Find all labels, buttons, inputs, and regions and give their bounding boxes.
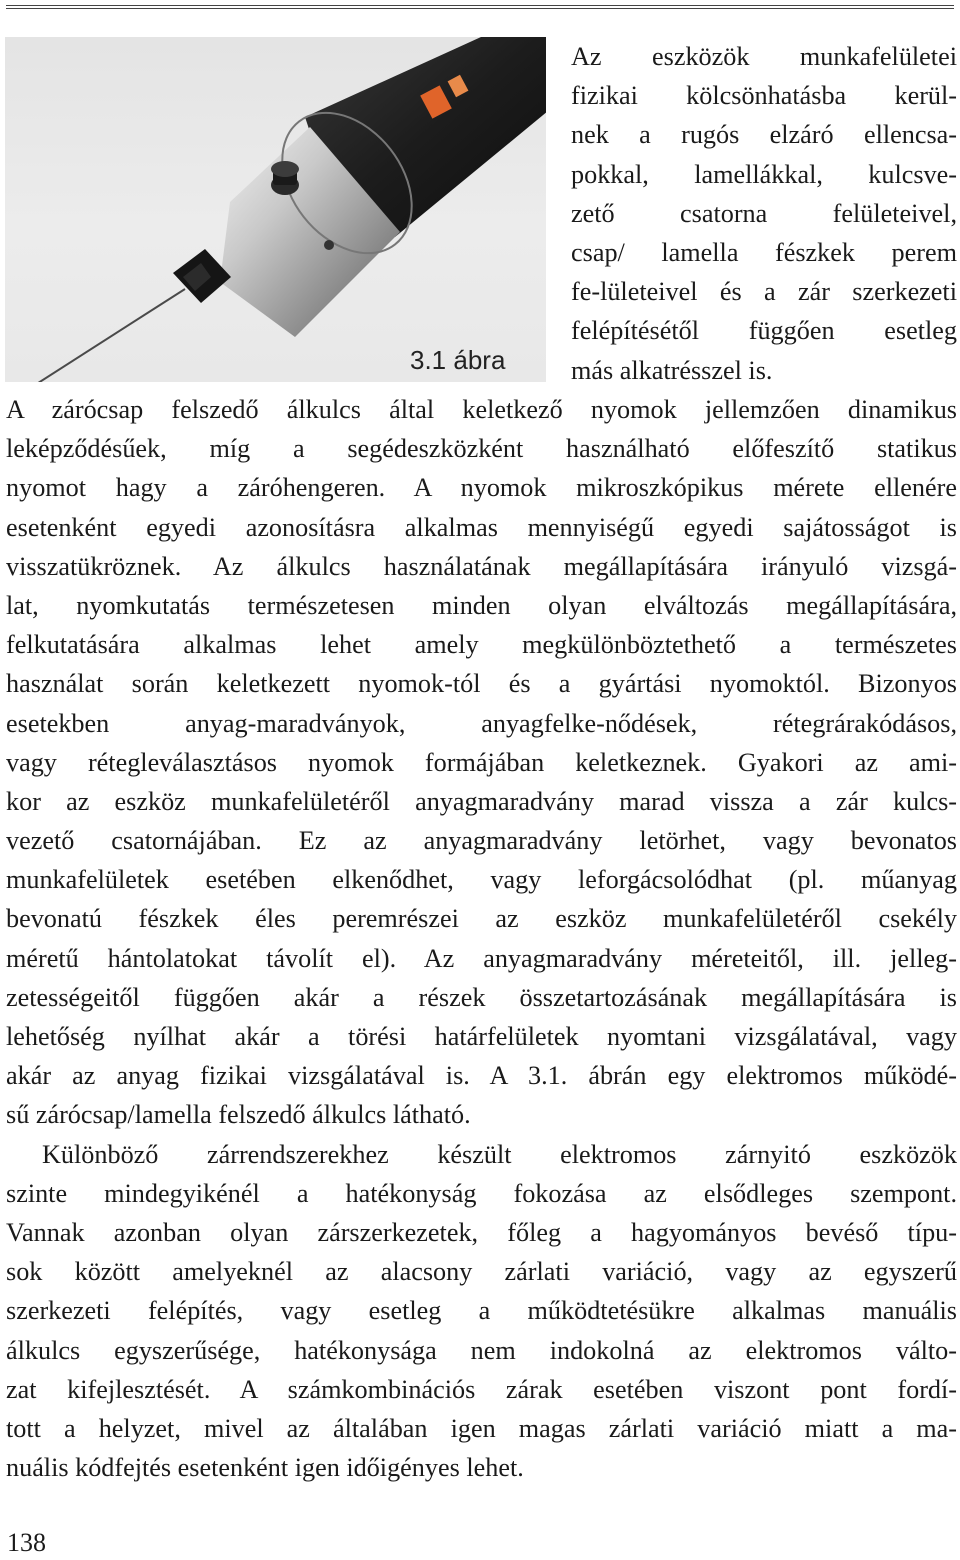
text-line: lat, nyomkutatás természetesen minden olyan elváltozás megállapítására, [6,590,957,620]
text-line: zető csatorna felületeivel, [571,198,957,228]
text-line: tott a helyzet, mivel az általában igen magas zárlati variáció miatt a ma- [6,1413,957,1443]
text-line: csap/ lamella fészkek perem [571,237,957,267]
text-line: Különböző zárrendszerekhez készült elektromos zárnyitó eszközök [42,1139,957,1169]
header-rule [6,5,954,9]
text-line: bevonatú fészkek éles peremrészei az eszköz munkafelületéről csekély [6,904,957,934]
text-line: szinte mindegyikénél a hatékonyság fokozása az elsődleges szempont. [6,1178,957,1208]
paragraph-1 [6,390,957,1135]
text-line: akár az anyag fizikai vizsgálatával is. A 3.1. ábrán egy elektromos működé- [6,1061,957,1091]
text-line: zat kifejlesztését. A számkombinációs zárak esetében viszont pont fordí- [6,1374,957,1404]
text-line: A zárócsap felszedő álkulcs által keletkező nyomok jellemzően dinamikus [6,395,957,424]
text-line: nuális kódfejtés esetenként igen időigényes lehet. [6,1453,524,1483]
text-line: sok között amelyeknél az alacsony zárlati variáció, vagy az egyszerű [6,1257,957,1287]
text-line: Vannak azonban olyan zárszerkezetek, főleg a hagyományos bevéső típu- [6,1217,957,1247]
text-line: fe-lületeivel és a zár szerkezeti [571,277,957,307]
electric-pick-gun-illustration [5,37,546,382]
text-line: nyomot hagy a záróhengeren. A nyomok mikroszkópikus mérete ellenére [6,473,957,503]
text-line: használat során keletkezett nyomok-tól és a gyártási nyomoktól. Bizonyos [6,669,957,699]
text-line: esetenként egyedi azonosításra alkalmas mennyiségű egyedi sajátosságot is [6,512,957,542]
side-paragraph [571,37,957,390]
text-line: lehetőség nyílhat akár a törési határfelületek nyomtani vizsgálatával, vagy [6,1022,957,1051]
page-number: 138 [7,1528,46,1557]
text-line: álkulcs egyszerűsége, hatékonysága nem indokolná az elektromos válto- [6,1335,957,1365]
paragraph-2 [6,1135,957,1488]
text-line: méretű hántolatokat távolít el). Az anyagmaradvány méreteitől, ill. jelleg- [6,943,957,973]
text-line: fizikai kölcsönhatásba kerül- [571,81,957,111]
text-line: pokkal, lamellákkal, kulcsve- [571,159,957,189]
text-line: vagy rétegleválasztásos nyomok formájában keletkeznek. Gyakori az ami- [6,747,957,777]
text-line: szerkezeti felépítés, vagy esetleg a működtetésükre alkalmas manuális [6,1296,957,1326]
text-line: vezető csatornájában. Ez az anyagmaradvány letörhet, vagy bevonatos [6,826,957,856]
text-line: kor az eszköz munkafelületéről anyagmaradvány marad vissza a zár kulcs- [6,786,957,816]
text-line: esetekben anyag-maradványok, anyagfelke-nődések, rétegrárakódásos, [6,708,957,738]
text-line: felépítésétől függően esetleg [571,316,957,346]
text-line: nek a rugós elzáró ellencsa- [571,120,957,150]
text-line: Az eszközök munkafelületei [571,42,957,71]
text-line: zetességeitől függően akár a részek összetartozásának megállapítására is [6,982,957,1012]
text-line: visszatükröznek. Az álkulcs használatának megállapítására irányuló vizsgá- [6,551,957,581]
text-line: más alkatrésszel is. [571,355,773,385]
text-line: felkutatására alkalmas lehet amely megkülönböztethető a természetes [6,630,957,660]
figure-label: 3.1 ábra [410,345,506,375]
body-text [6,390,957,1487]
text-line: sű zárócsap/lamella felszedő álkulcs látható. [6,1100,471,1130]
text-line: munkafelületek esetében elkenődhet, vagy leforgácsolódhat (pl. műanyag [6,865,957,895]
figure-3-1-photo [5,37,546,382]
text-line: leképződésűek, míg a segédeszközként használható előfeszítő statikus [6,434,957,464]
